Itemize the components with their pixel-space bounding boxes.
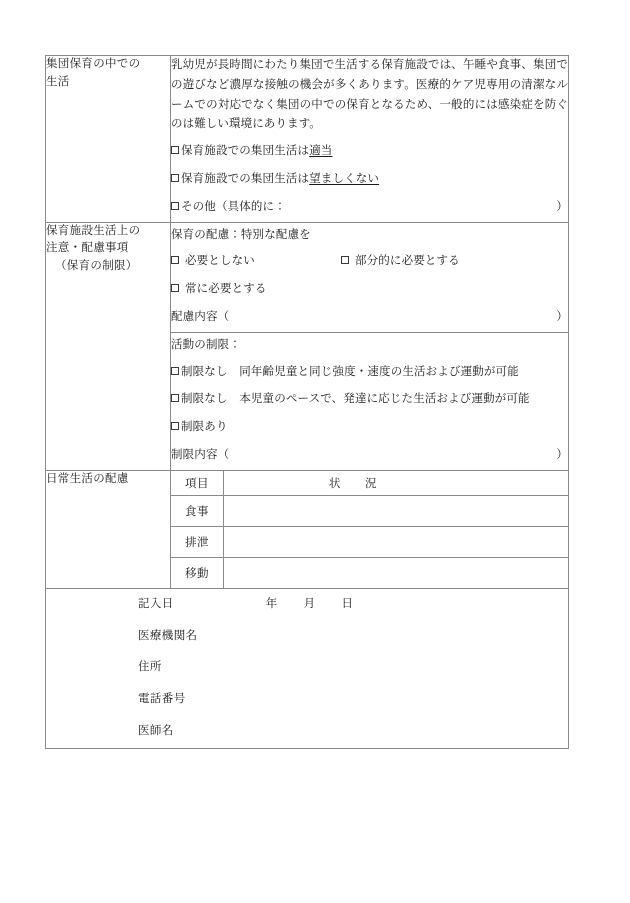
footer-phone[interactable] (46, 684, 568, 716)
group-care-option-not-desirable-emphasis: 望ましくない (309, 172, 380, 185)
group-care-option-other-close: ） (556, 200, 568, 213)
group-care-option-not-desirable-prefix: 保育施設での集団生活は (181, 172, 310, 185)
care-restriction-option-none-own-pace[interactable] (171, 386, 568, 414)
checkbox-icon[interactable] (171, 202, 179, 210)
footer-year-label: 年 (265, 597, 278, 610)
care-consideration-option-always-label: 常に必要とする (185, 283, 267, 296)
table-row (171, 557, 568, 588)
daily-life-table (171, 471, 568, 588)
section-group-care-row (46, 56, 569, 223)
care-restriction-option-restricted[interactable] (171, 414, 568, 442)
care-consideration-option-always[interactable] (171, 276, 568, 304)
daily-life-status-meal[interactable] (224, 495, 569, 526)
footer-doctor-label: 医師名 (138, 725, 174, 738)
daily-life-header-row (171, 471, 568, 496)
footer-day-label: 日 (341, 597, 354, 610)
group-care-paragraph: 乳幼児が長時間にわたり集団で生活する保育施設では、午睡や食事、集団での遊びなど濃厚な接触の機会が多くあります。医療的ケア児専用の清潔なルームでの対応でなく集団の中での保育となるため、一般的には感染症を防ぐのは難しい環境にあります。 (171, 59, 568, 131)
care-restriction-detail-close: ） (556, 449, 568, 461)
checkbox-icon[interactable] (171, 146, 179, 154)
daily-life-header-status: 状 況 (224, 471, 569, 496)
checkbox-icon[interactable] (171, 394, 179, 402)
daily-life-status-movement[interactable] (224, 557, 569, 588)
footer-month-label: 月 (303, 597, 316, 610)
daily-life-item-meal: 食事 (171, 495, 224, 526)
footer-address-label: 住所 (138, 661, 162, 674)
footer-entry-date[interactable] (46, 589, 568, 621)
care-restriction-heading: 活動の制限： (171, 338, 241, 351)
care-restriction-body (171, 332, 569, 470)
group-care-label-line-1: 集団保育の中での (46, 58, 141, 70)
care-consideration-body (171, 222, 569, 332)
care-consideration-option-partial-label: 部分的に必要とする (354, 255, 460, 268)
daily-life-item-excretion: 排泄 (171, 526, 224, 557)
care-consideration-option-none-label: 必要としない (185, 255, 255, 268)
care-notes-label-line-1: 保育施設生活上の (46, 224, 141, 237)
daily-life-header-item: 項目 (171, 471, 224, 496)
checkbox-icon[interactable] (171, 422, 179, 430)
care-consideration-detail-label: 配慮内容（ (171, 310, 230, 323)
footer-phone-label: 電話番号 (138, 693, 186, 706)
table-row (171, 495, 568, 526)
checkbox-icon[interactable] (171, 367, 179, 375)
group-care-option-other[interactable] (171, 194, 568, 222)
table-row (171, 526, 568, 557)
checkbox-icon[interactable] (171, 284, 179, 292)
group-care-option-other-label: その他（具体的に： (181, 200, 286, 213)
care-restriction-option-restricted-label: 制限あり (181, 421, 228, 434)
section-group-care-body (171, 56, 569, 223)
care-notes-label-line-2: 注意・配慮事項 (46, 242, 129, 255)
daily-life-item-movement: 移動 (171, 557, 224, 588)
care-restriction-option-none-own-pace-label: 制限なし 本児童のペースで、発達に応じた生活および運動が可能 (181, 393, 530, 406)
care-consideration-detail-close: ） (556, 310, 568, 323)
care-consideration-option-partial[interactable] (341, 255, 460, 267)
daily-life-body (171, 470, 569, 588)
footer-doctor[interactable] (46, 716, 568, 748)
footer-row (46, 588, 569, 748)
care-restriction-option-none-same-age[interactable] (171, 359, 568, 387)
care-consideration-heading: 保育の配慮：特別な配慮を (171, 228, 311, 241)
care-restriction-detail-label: 制限内容（ (171, 449, 230, 461)
group-care-option-not-desirable[interactable] (171, 166, 568, 194)
group-care-label-line-2: 生活 (46, 75, 70, 88)
section-group-care-label (46, 56, 171, 223)
management-guidance-table (45, 55, 569, 749)
group-care-option-suitable-emphasis: 適当 (309, 145, 333, 158)
footer-block (46, 588, 569, 748)
group-care-option-suitable-prefix: 保育施設での集団生活は (181, 145, 310, 158)
group-care-option-suitable[interactable] (171, 138, 568, 166)
checkbox-icon[interactable] (341, 256, 349, 264)
care-consideration-options-row (171, 248, 568, 276)
footer-institution-label: 医療機関名 (138, 629, 198, 642)
care-consideration-option-none[interactable] (171, 255, 255, 267)
daily-life-status-excretion[interactable] (224, 526, 569, 557)
section-daily-life-label (46, 470, 171, 588)
section-daily-life-row (46, 470, 569, 588)
section-care-notes-row-consideration (46, 222, 569, 332)
section-care-notes-label (46, 222, 171, 470)
daily-life-label: 日常生活の配慮 (46, 472, 129, 485)
footer-address[interactable] (46, 652, 568, 684)
footer-entry-date-label: 記入日 (138, 597, 174, 610)
care-restriction-detail[interactable] (171, 442, 568, 470)
care-consideration-detail[interactable] (171, 304, 568, 332)
footer-institution[interactable] (46, 621, 568, 653)
care-notes-label-line-3: （保育の制限） (55, 260, 138, 273)
checkbox-icon[interactable] (171, 174, 179, 182)
checkbox-icon[interactable] (171, 256, 179, 264)
care-restriction-option-none-same-age-label: 制限なし 同年齢児童と同じ強度・速度の生活および運動が可能 (181, 365, 519, 378)
